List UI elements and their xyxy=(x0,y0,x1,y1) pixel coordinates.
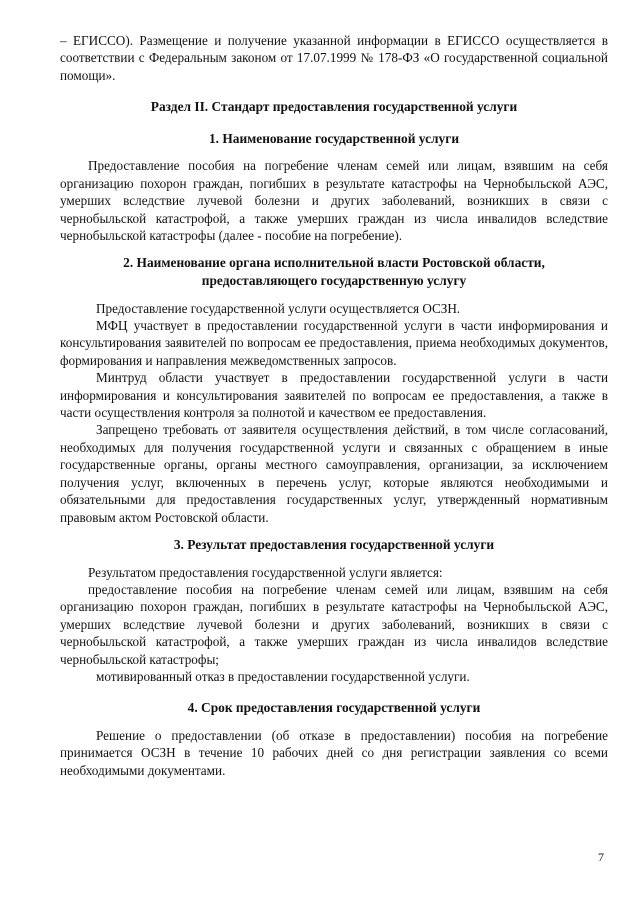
section-title: Раздел II. Стандарт предоставления государственной услуги xyxy=(150,99,518,115)
paragraph: Предоставление пособия на погребение членам семей или лицам, взявшим на себя организацию похорон граждан, погибших в результате катастрофы на Чернобыльской АЭС, умерших вследствие лучевой болезни и других заболеваний, возникших в связи с чернобыльской катастрофой, а также умерших граждан из числа инвалидов вследствие чернобыльской катастрофы (далее - пособие на погребение). xyxy=(60,158,608,244)
document-page xyxy=(60,32,608,779)
paragraph: Минтруд области участвует в предоставлении государственной услуги в части информирования и консультирования заявителей по вопросам ее предоставления, а также в части осуществления контроля за полнотой и качеством ее предоставления. xyxy=(60,370,608,421)
heading-2-line2: предоставляющего государственную услугу xyxy=(201,273,467,289)
heading-2-line1: 2. Наименование органа исполнительной власти Ростовской области, xyxy=(123,255,545,271)
paragraph: Предоставление государственной услуги осуществляется ОСЗН. xyxy=(96,300,461,316)
paragraph: Решение о предоставлении (об отказе в предоставлении) пособия на погребение принимается ОСЗН в течение 10 рабочих дней со дня регистрации заявления со всеми необходимыми документами. xyxy=(60,727,608,778)
page-number: 7 xyxy=(598,850,604,864)
paragraph: МФЦ участвует в предоставлении государственной услуги в части информирования и консультирования заявителей по вопросам ее предоставления, приема необходимых документов, формирования и направления межведомственных запросов. xyxy=(60,318,608,368)
paragraph: Запрещено требовать от заявителя осуществления действий, в том числе согласований, необходимых для получения государственной услуги и связанных с обращением в иные государственные органы, органы местного самоуправления, организации, за исключением получения услуг, включенных в перечень услуг, которые являются необходимыми и обязательными для предоставления государственных услуг, утвержденный нормативным правовым актом Ростовской области. xyxy=(60,422,608,525)
intro-paragraph: – ЕГИССО). Размещение и получение указанной информации в ЕГИССО осуществляется в соответствии с Федеральным законом от 17.07.1999 № 178-ФЗ «О государственной социальной помощи». xyxy=(60,33,608,83)
heading-1: 1. Наименование государственной услуги xyxy=(208,130,460,146)
heading-3: 3. Результат предоставления государственной услуги xyxy=(173,536,495,552)
paragraph: Результатом предоставления государственной услуги является: xyxy=(88,564,443,580)
heading-4: 4. Срок предоставления государственной услуги xyxy=(187,700,481,716)
paragraph: мотивированный отказ в предоставлении государственной услуги. xyxy=(96,668,470,684)
paragraph: предоставление пособия на погребение членам семей или лицам, взявшим на себя организацию похорон граждан, погибших в результате катастрофы на Чернобыльской АЭС, умерших вследствие лучевой болезни и других заболеваний, возникших в связи с чернобыльской катастрофой, а также умерших граждан из числа инвалидов вследствие чернобыльской катастрофы; xyxy=(60,581,608,667)
